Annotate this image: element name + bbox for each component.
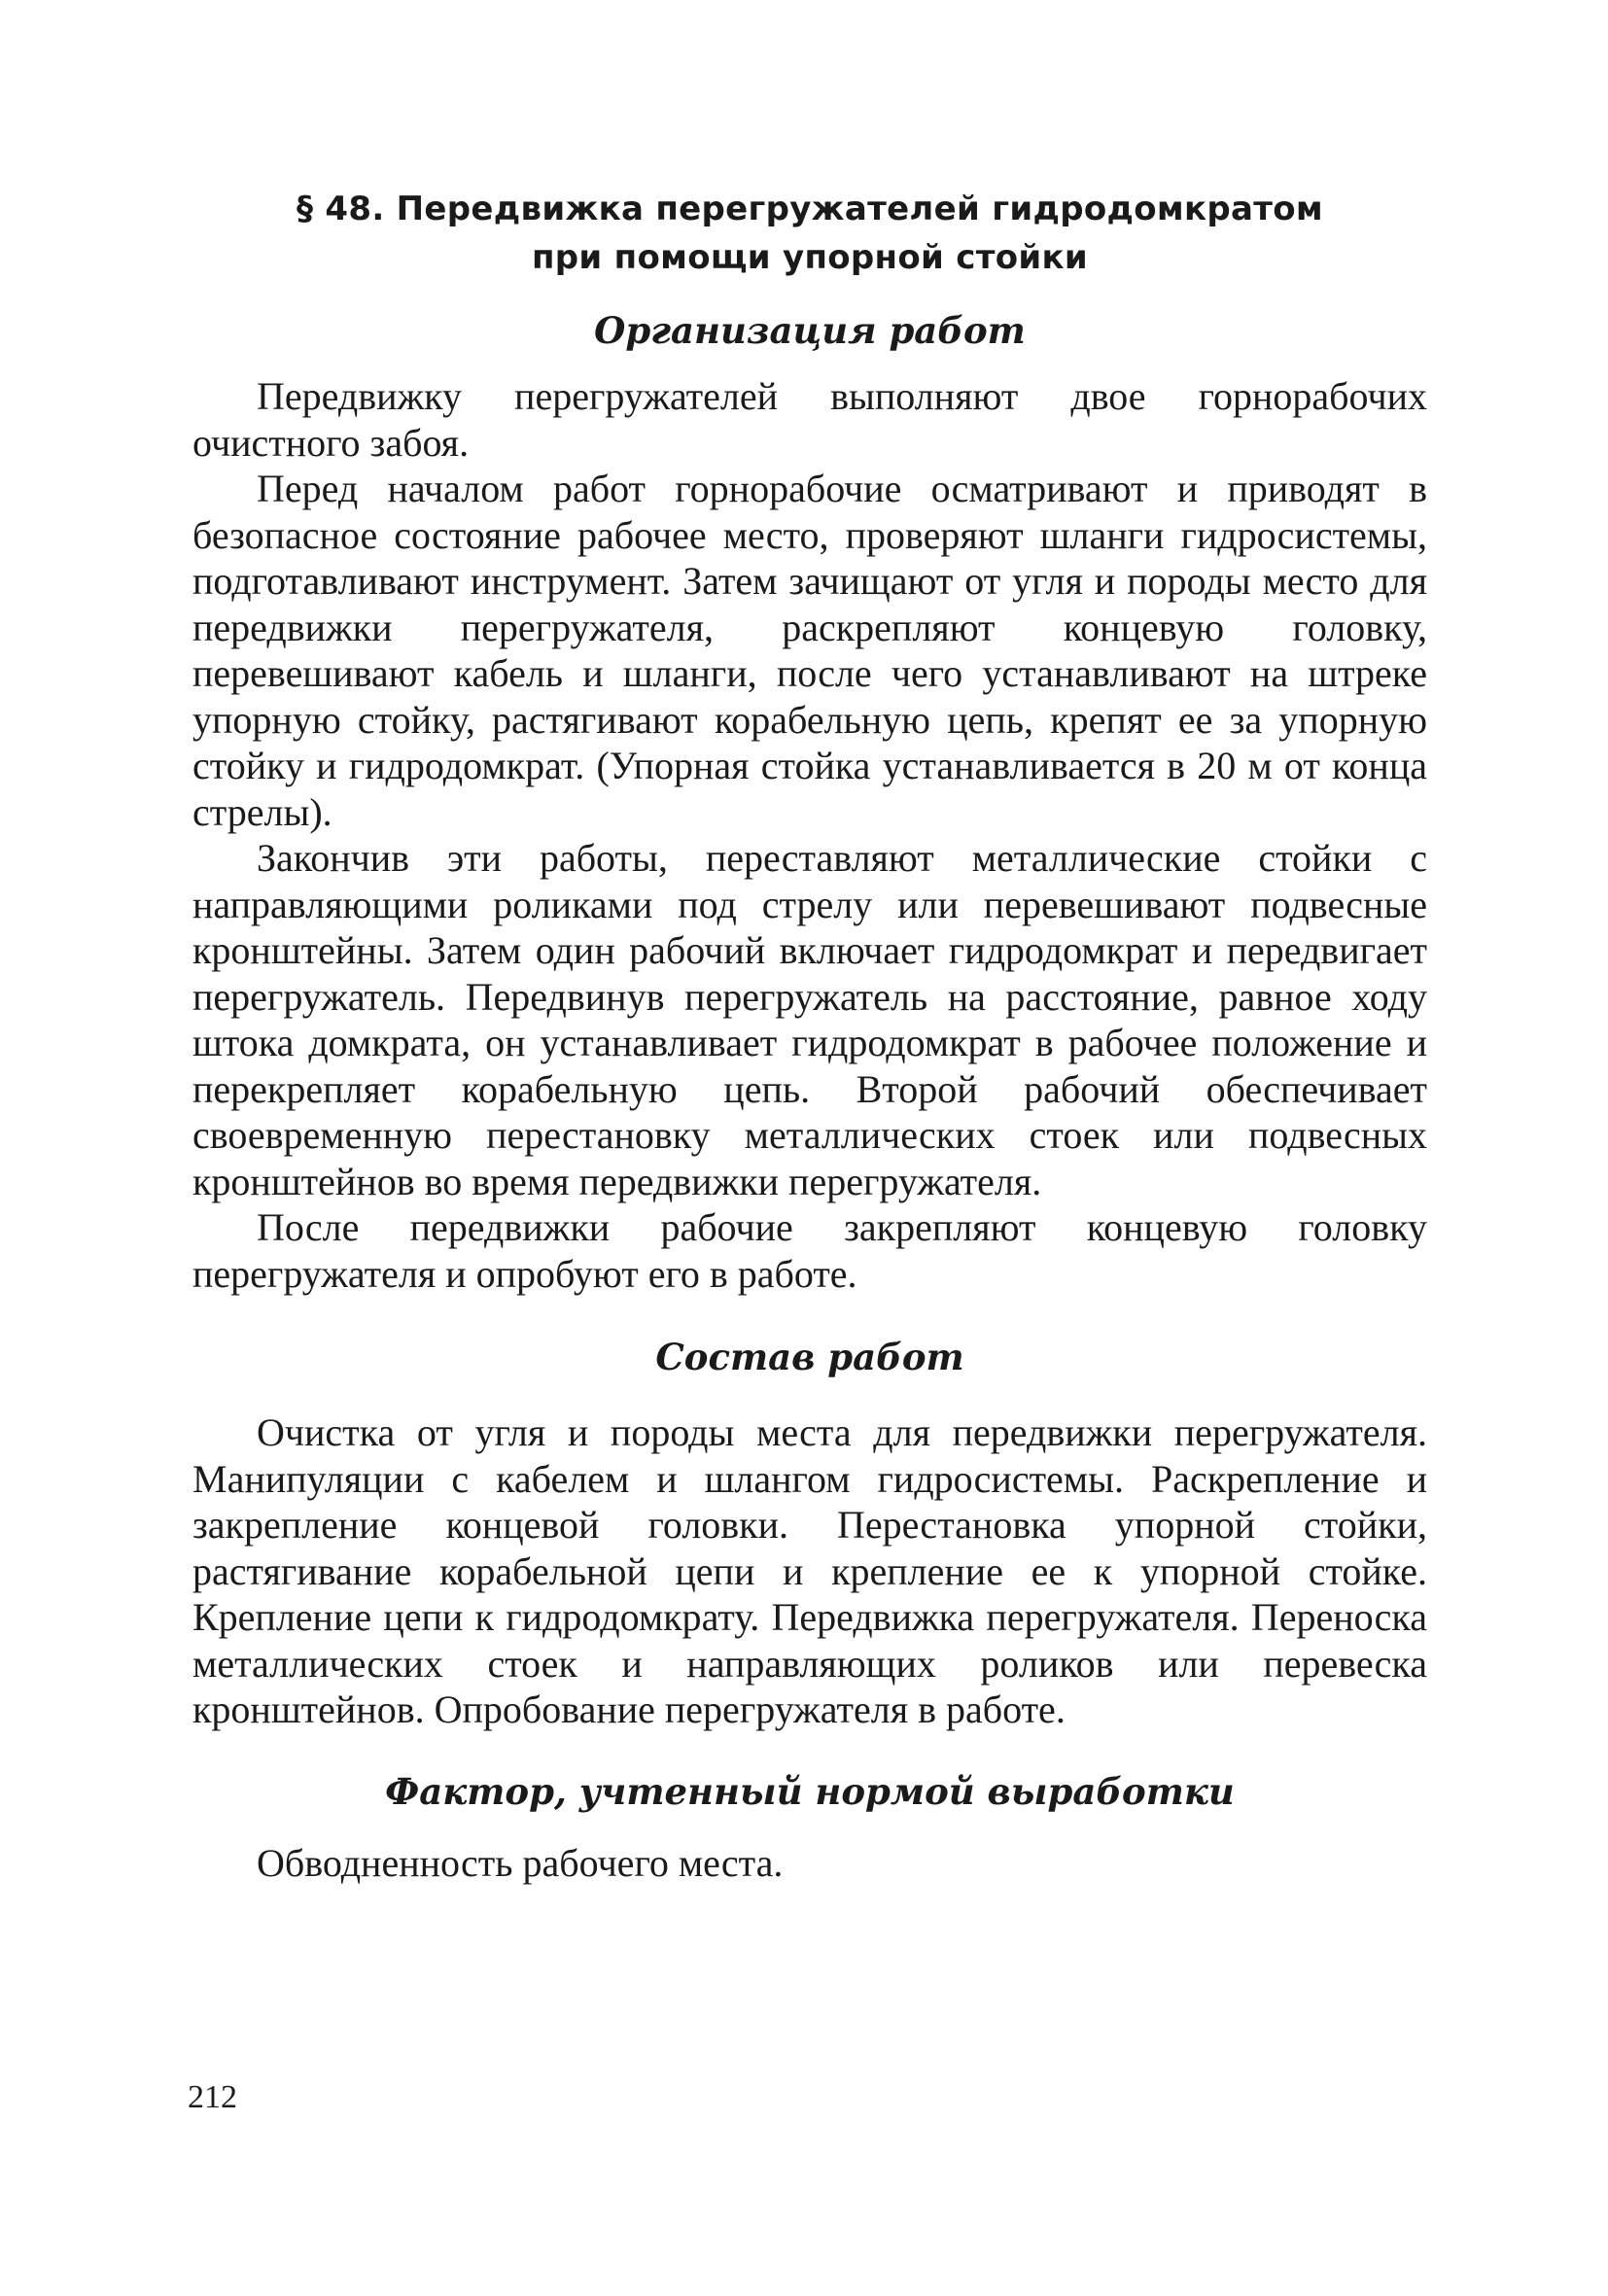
heading-factor: Фактор, учтенный нормой выработки [385,1769,1235,1813]
page-number: 212 [188,2079,237,2115]
paragraph-organization-4: После передвижки рабочие закрепляют концевую головку перегружателя и опробуют его в работе. [192,1205,1427,1296]
paragraph-organization-1: Передвижку перегружателей выполняют двое горнорабочих очистного забоя. [192,374,1427,465]
document-page [192,185,1427,1886]
heading-organization: Организация работ [594,309,1026,352]
section-title [192,185,1427,282]
paragraph-factor-1: Обводненность рабочего места. [257,1840,784,1885]
paragraph-organization-2: Перед началом работ горнорабочие осматривают и приводят в безопасное состояние рабочее место, проверяют шланги гидросистемы, подготавливают инструмент. Затем зачищают от угля и породы место для передвижки перегружателя, раскрепляют концевую головку, перевешивают кабель и шланги, после чего устанавливают на штреке упорную стойку, растягивают корабельную цепь, крепят ее за упорную стойку и гидродомкрат. (Упорная стойка устанавливается в 20 м от конца стрелы). [192,467,1427,834]
section-title-line-1: § 48. Передвижка перегружателей гидродомкратом [296,190,1324,228]
paragraph-organization-3: Закончив эти работы, переставляют металлические стойки с направляющими роликами под стрелу или перевешивают подвесные кронштейны. Затем один рабочий включает гидродомкрат и передвигает перегружатель. Передвинув перегружатель на расстояние, равное ходу штока домкрата, он устанавливает гидродомкрат в рабочее положение и перекрепляет корабельную цепь. Второй рабочий обеспечивает своевременную перестановку металлических стоек или подвесных кронштейнов во время передвижки перегружателя. [192,836,1427,1203]
heading-composition: Состав работ [655,1336,964,1378]
section-title-line-2: при помощи упорной стойки [531,238,1089,277]
paragraph-composition-1: Очистка от угля и породы места для передвижки перегружателя. Манипуляции с кабелем и шлангом гидросистемы. Раскрепление и закрепление концевой головки. Перестановка упорной стойки, растягивание корабельной цепи и крепление ее к упорной стойке. Крепление цепи к гидродомкрату. Передвижка перегружателя. Переноска металлических стоек и направляющих роликов или перевеска кронштейнов. Опробование перегружателя в работе. [192,1410,1427,1731]
